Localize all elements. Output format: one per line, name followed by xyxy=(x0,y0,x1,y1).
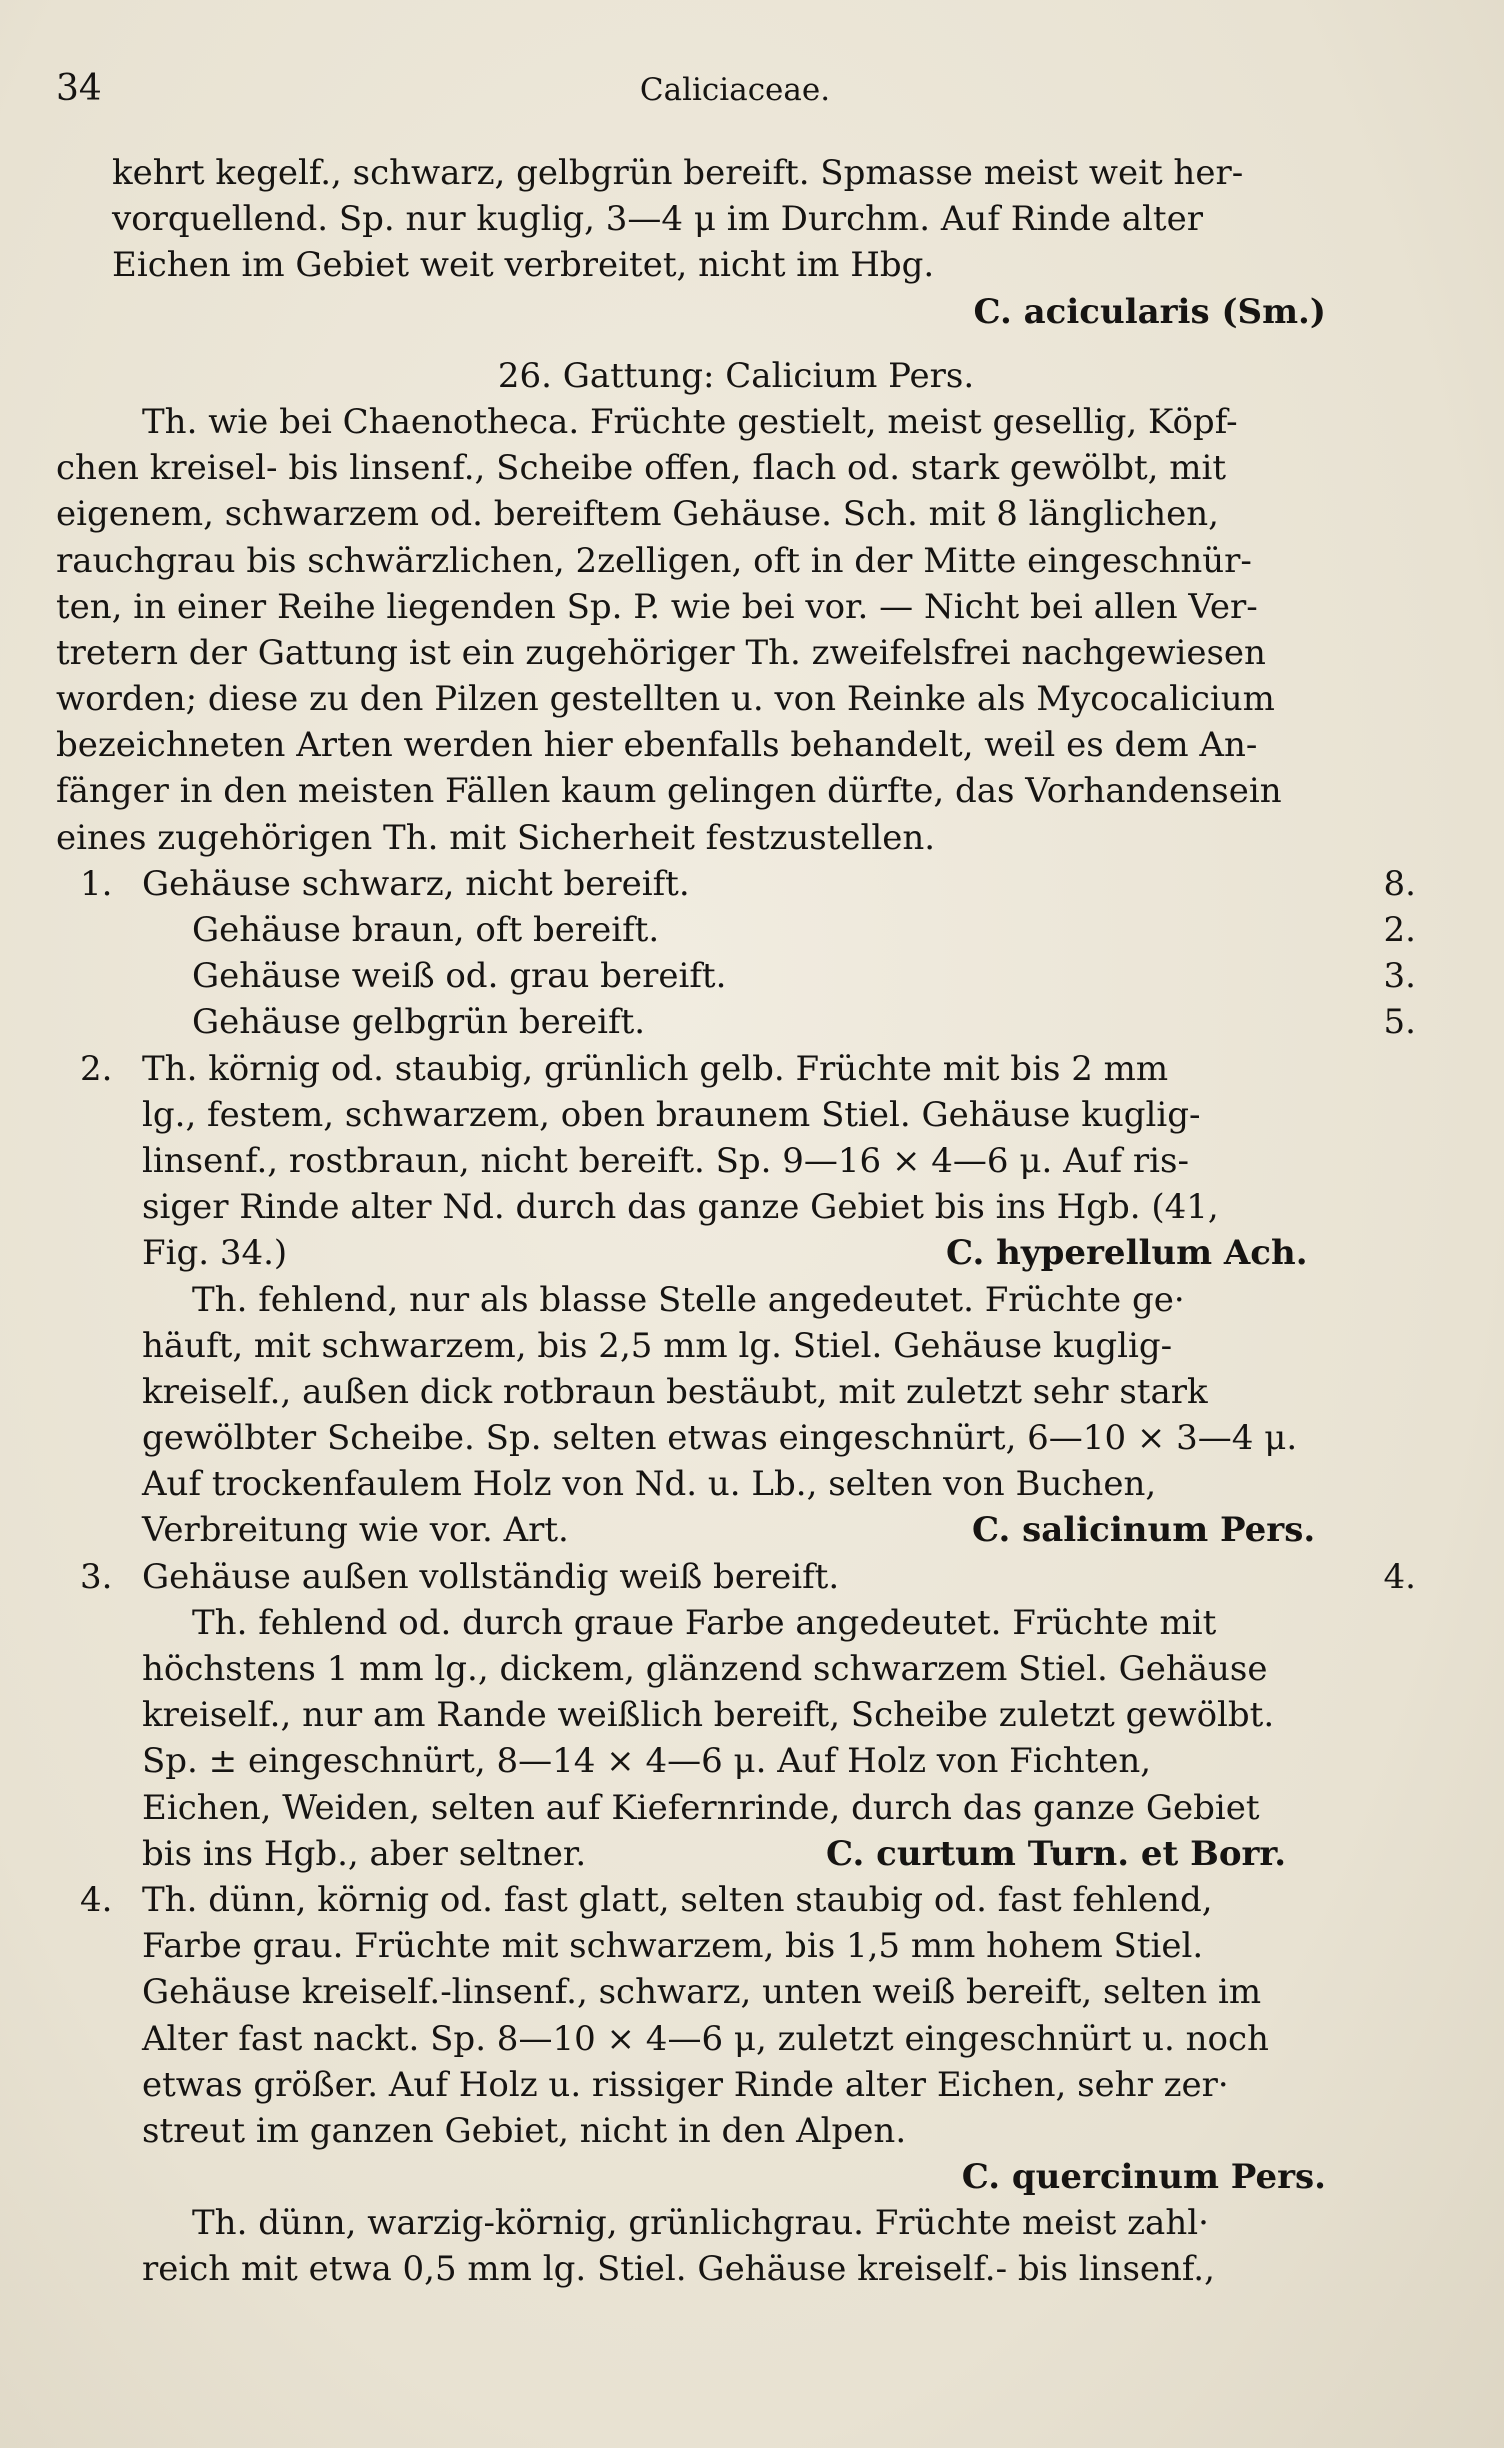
text-line: kreiself., nur am Rande weißlich bereift, Scheibe zuletzt gewölbt. xyxy=(142,1695,1275,1736)
running-title: Caliciaceae. xyxy=(639,72,831,108)
species-name: C. salicinum Pers. xyxy=(972,1510,1316,1551)
key-line: Gehäuse gelbgrün bereift. 5. xyxy=(56,999,1416,1045)
page-number: 34 xyxy=(56,68,102,109)
page-header xyxy=(56,68,1414,116)
key-line: 1. Gehäuse schwarz, nicht bereift. 8. xyxy=(56,861,1416,907)
text-line: Eichen im Gebiet weit verbreitet, nicht im Hbg. xyxy=(112,245,935,286)
text-line: Auf trockenfaulem Holz von Nd. u. Lb., selten von Buchen, xyxy=(142,1464,1157,1505)
species-name: C. acicularis (Sm.) xyxy=(973,291,1326,332)
page-body xyxy=(56,150,1416,2293)
text-line: etwas größer. Auf Holz u. rissiger Rinde alter Eichen, sehr zer· xyxy=(142,2064,1229,2105)
text-line: worden; diese zu den Pilzen gestellten u. von Reinke als Mycocalicium xyxy=(56,679,1275,720)
text-line: reich mit etwa 0,5 mm lg. Stiel. Gehäuse kreiself.- bis linsenf., xyxy=(142,2249,1215,2290)
text-line: Gehäuse kreiself.-linsenf., schwarz, unten weiß bereift, selten im xyxy=(142,1972,1262,2013)
key-line: Gehäuse weiß od. grau bereift. 3. xyxy=(56,953,1416,999)
species-name: C. hyperellum Ach. xyxy=(946,1233,1308,1274)
text-line: höchstens 1 mm lg., dickem, glänzend schwarzem Stiel. Gehäuse xyxy=(142,1649,1268,1689)
key-number: 1. xyxy=(80,863,113,904)
species-name: C. quercinum Pers. xyxy=(961,2157,1326,2198)
text-line: bezeichneten Arten werden hier ebenfalls behandelt, weil es dem An- xyxy=(56,725,1258,766)
text-line: Verbreitung wie vor. Art. C. salicinum Pers. xyxy=(56,1507,1416,1553)
key-ref: 2. xyxy=(1383,910,1416,950)
text-line: Alter fast nackt. Sp. 8—10 × 4—6 μ, zuletzt eingeschnürt u. noch xyxy=(142,2018,1269,2059)
text-line: rauchgrau bis schwärzlichen, 2zelligen, oft in der Mitte eingeschnür- xyxy=(56,540,1252,581)
key-line: 2. Th. körnig od. staubig, grünlich gelb. Früchte mit bis 2 mm xyxy=(56,1046,1416,1092)
text-line: ten, in einer Reihe liegenden Sp. P. wie bei vor. — Nicht bei allen Ver- xyxy=(56,586,1258,627)
text-line: gewölbter Scheibe. Sp. selten etwas eingeschnürt, 6—10 × 3—4 μ. xyxy=(142,1418,1298,1459)
key-ref: 3. xyxy=(1383,956,1416,997)
text-line: eines zugehörigen Th. mit Sicherheit festzustellen. xyxy=(56,817,936,858)
species-name: C. curtum Turn. et Borr. xyxy=(826,1833,1287,1874)
key-number: 4. xyxy=(80,1879,113,1920)
key-number: 3. xyxy=(80,1556,113,1597)
key-line: 4. Th. dünn, körnig od. fast glatt, selten staubig od. fast fehlend, xyxy=(56,1877,1416,1923)
text-line: tretern der Gattung ist ein zugehöriger Th. zweifelsfrei nachgewiesen xyxy=(56,632,1266,673)
text-line: kehrt kegelf., schwarz, gelbgrün bereift. Spmasse meist weit her- xyxy=(112,153,1244,193)
text-line: häuft, mit schwarzem, bis 2,5 mm lg. Stiel. Gehäuse kuglig- xyxy=(142,1325,1173,1366)
key-ref: 5. xyxy=(1383,1002,1416,1043)
key-line: Gehäuse braun, oft bereift. 2. xyxy=(56,907,1416,953)
text-line: kreiself., außen dick rotbraun bestäubt, mit zuletzt sehr stark xyxy=(142,1371,1208,1412)
text-line: bis ins Hgb., aber seltner. C. curtum Turn. et Borr. xyxy=(56,1831,1416,1877)
text-line: linsenf., rostbraun, nicht bereift. Sp. 9—16 × 4—6 μ. Auf ris- xyxy=(142,1140,1189,1181)
text-line: Th. dünn, warzig-körnig, grünlichgrau. Früchte meist zahl· xyxy=(192,2203,1209,2244)
text-line: vorquellend. Sp. nur kuglig, 3—4 μ im Durchm. Auf Rinde alter xyxy=(112,199,1203,240)
text-line: Farbe grau. Früchte mit schwarzem, bis 1,5 mm hohem Stiel. xyxy=(142,1926,1204,1967)
text-line: Th. wie bei Chaenotheca. Früchte gestielt, meist gesellig, Köpf- xyxy=(142,401,1238,442)
key-ref: 4. xyxy=(1383,1556,1416,1597)
text-line: Th. fehlend od. durch graue Farbe angedeutet. Früchte mit xyxy=(192,1602,1217,1643)
text-line: Eichen, Weiden, selten auf Kiefernrinde, durch das ganze Gebiet xyxy=(142,1787,1260,1828)
text-line: eigenem, schwarzem od. bereiftem Gehäuse. Sch. mit 8 länglichen, xyxy=(56,494,1219,535)
key-line: 3. Gehäuse außen vollständig weiß bereift. 4. xyxy=(56,1554,1416,1600)
text-line: siger Rinde alter Nd. durch das ganze Gebiet bis ins Hgb. (41, xyxy=(142,1187,1219,1228)
text-line: Sp. ± eingeschnürt, 8—14 × 4—6 μ. Auf Holz von Fichten, xyxy=(142,1741,1152,1782)
text-line: streut im ganzen Gebiet, nicht in den Alpen. xyxy=(142,2110,907,2151)
text-line: Fig. 34.) C. hyperellum Ach. xyxy=(56,1230,1416,1276)
key-ref: 8. xyxy=(1383,863,1416,904)
key-number: 2. xyxy=(80,1048,113,1089)
text-line: lg., festem, schwarzem, oben braunem Stiel. Gehäuse kuglig- xyxy=(142,1094,1201,1135)
text-line: chen kreisel- bis linsenf., Scheibe offen, flach od. stark gewölbt, mit xyxy=(56,448,1227,489)
genus-heading: 26. Gattung: Calicium Pers. xyxy=(497,355,975,396)
text-line: fänger in den meisten Fällen kaum gelingen dürfte, das Vorhandensein xyxy=(56,771,1282,812)
text-line: Th. fehlend, nur als blasse Stelle angedeutet. Früchte ge· xyxy=(192,1279,1185,1320)
